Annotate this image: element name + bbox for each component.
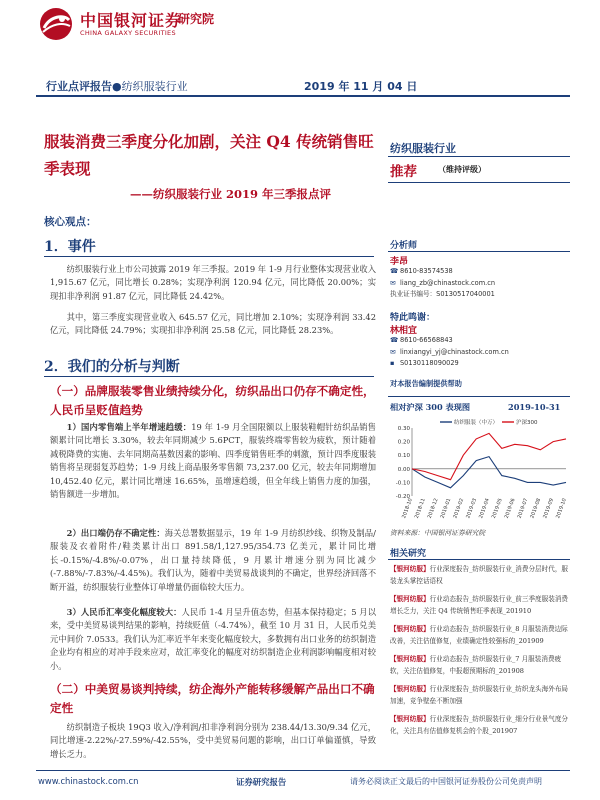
analyst-phone: 8610-83574538 (400, 267, 453, 275)
y-tick-label: 0.00 (397, 466, 410, 473)
sidebar-divider (388, 251, 570, 252)
relative-performance-chart (390, 416, 570, 520)
cert-icon: ▪ (390, 359, 395, 367)
brand-name: 中国银河证券 (80, 11, 183, 30)
y-tick-label: -0.20 (395, 494, 410, 500)
related-research-item[interactable] (390, 624, 570, 647)
sidebar-divider (388, 156, 570, 157)
related-research-text: 行业动态报告_纺织服装行业_7 月服装消费疲软，关注估值修复，中报超预期标的_201908 (390, 655, 562, 675)
sidebar-divider (388, 182, 570, 183)
paragraph-lead: 3）人民币汇率变化幅度较大： (66, 607, 182, 617)
section-heading-analysis: 2．我们的分析与判断 (44, 359, 180, 375)
assistant-email-row (390, 347, 509, 359)
x-tick-label: 2019-10 (555, 497, 568, 520)
y-tick-label: 0.20 (397, 439, 410, 446)
section-heading-event: 1．事件 (44, 239, 96, 255)
analyst-phone-row (390, 266, 495, 278)
sidebar-divider (388, 559, 570, 560)
related-research-text: 行业动态报告_纺织服装行业_8 月服装消费边际改善，关注估值修复，业绩确定性较强标的_201909 (390, 625, 568, 645)
analyst-email-row (390, 278, 495, 290)
chart-title: 相对沪深 300 表现图 (390, 402, 471, 412)
email-icon: ✉ (390, 278, 396, 287)
analyst-name: 李昂 (390, 257, 409, 267)
legend-label: 纺织服装（中万） (454, 420, 499, 426)
assistant-contact (390, 335, 509, 370)
y-tick-label: 0.10 (397, 453, 410, 460)
analysis-paragraph-manufacturing: 纺织制造子板块 19Q3 收入/净利润/扣非净利润分别为 238.44/13.30/9.34 亿元，同比增速-2.22%/-27.59%/-42.55%，受中美贸易问题的影响，出口订单偏谨慎，导致增长乏力。 (50, 722, 376, 759)
event-paragraph-2: 其中，第三季度实现营业收入 645.57 亿元，同比增加 2.10%；实现净利润 33.42 亿元，同比降低 24.79%；实现扣非净利润 25.58 亿元，同比降低 28.23%。 (50, 312, 376, 336)
contribution-note: 对本报告编制提供帮助 (390, 379, 462, 388)
footer-website[interactable]: www.chinastock.com.cn (38, 776, 139, 786)
analysis-paragraph-fx (50, 606, 376, 673)
analyst-contact (390, 266, 495, 301)
email-icon: ✉ (390, 347, 396, 356)
rating-value: 推荐 (390, 164, 417, 180)
x-tick-label: 2019-08 (529, 497, 543, 520)
core-views-label: 核心观点： (44, 216, 97, 228)
related-research-tag: 【银河纺服】 (390, 655, 430, 663)
related-research-tag: 【银河纺服】 (390, 685, 430, 693)
chart-source: 资料来源：中国银河证券研究院 (390, 529, 486, 537)
x-tick-label: 2019-05 (490, 497, 504, 520)
x-tick-label: 2019-07 (516, 497, 530, 520)
related-research-text: 行业深度报告_纺织服装行业_纺织龙头海外布局加速，竞争壁垒不断加强 (390, 685, 569, 705)
legend-label: 沪深300 (516, 420, 538, 426)
assistant-phone-row (390, 335, 509, 347)
event-paragraph-1: 纺织服装行业上市公司披露 2019 年三季报。2019 年 1-9 月行业整体实现营业收入 1,915.67 亿元，同比增长 0.28%；实现净利润 120.94 亿元，同比降低 20.00%；实现扣非净利润 91.87 亿元，同比降低 24.42%。 (50, 264, 376, 301)
paragraph-lead: 2）出口端仍存不确定性： (66, 528, 165, 538)
related-research-item[interactable] (390, 684, 570, 707)
chart-date: 2019-10-31 (508, 402, 561, 412)
analyst-email[interactable]: liang_zb@chinastock.com.cn (400, 278, 496, 287)
header-divider (36, 95, 570, 97)
report-category (46, 78, 188, 94)
related-research-item[interactable] (390, 564, 570, 587)
related-research-tag: 【银河纺服】 (390, 565, 430, 573)
related-research-tag: 【银河纺服】 (390, 625, 430, 633)
footer-divider (36, 770, 570, 771)
x-tick-label: 2019-01 (439, 497, 453, 520)
report-subtitle: ——纺织服装行业 2019 年三季报点评 (130, 187, 332, 201)
paragraph-body: 人民币 1-4 月呈升值态势，但基本保持稳定；5 月以来，受中美贸易谈判结果的影响，持续贬值（-4.74%），截至 10 月 31 日，人民币兑美元中间价 7.0533。我们认为汇率近半年来变化幅度较大，多数拥有出口业务的纺织制造企业均有相应的对冲手段来应对，故汇率变化的幅度对纺织制造企业利润影响幅度相对较小。 (50, 607, 376, 671)
x-tick-label: 2018-11 (413, 497, 427, 520)
analyst-label: 分析师 (390, 241, 418, 251)
phone-icon: ☎ (390, 336, 399, 344)
sidebar-industry: 纺织服装行业 (390, 142, 456, 155)
analyst-cert: 执业证书编号：S0130517040001 (390, 290, 495, 298)
paragraph-lead: 1）国内零售端上半年增速趋缓： (66, 422, 192, 432)
assistant-label: 特此鸣谢： (390, 313, 436, 323)
report-type: 行业点评报告 (46, 80, 112, 93)
subheading-trade-talks: （二）中美贸易谈判持续，纺企海外产能转移缓解产品出口不确定性 (50, 682, 375, 715)
related-research-text: 行业动态报告_纺织服装行业_前三季度服装消费增长乏力，关注 Q4 传统销售旺季表现_201910 (390, 595, 569, 615)
paragraph-body: 海关总署数据显示，19 年 1-9 月纺织纱线、织物及制品/服装及衣着附件/鞋类累计出口 891.58/1,127.95/354.73 亿美元，累计同比增长-0.15%/-4.8%/-0.07%，出口量持续降低，9 月累计增速分别为同比减少 (-7.88%/-7.83%/-4.45%)。我们认为，随着中美贸易战谈判的不确定，世界经济回落不断开溢，纺织服装行业整体订单增量仍面临较大压力。 (50, 528, 376, 592)
x-tick-label: 2019-03 (465, 497, 479, 520)
related-research-item[interactable] (390, 654, 570, 677)
related-research-tag: 【银河纺服】 (390, 715, 430, 723)
brand-institute: 研究院 (178, 12, 215, 26)
subheading-retail-divergence: （一）品牌服装零售业绩持续分化，纺织品出口仍存不确定性，人民币呈贬值趋势 (50, 384, 375, 417)
report-industry: 纺织服装行业 (121, 80, 188, 93)
bullet-icon: ● (112, 80, 122, 93)
report-date: 2019 年 11 月 04 日 (304, 80, 418, 93)
x-tick-label: 2019-06 (503, 497, 517, 520)
analysis-paragraph-retail (50, 421, 376, 501)
series-line (412, 457, 566, 488)
phone-icon: ☎ (390, 267, 399, 275)
y-tick-label: -0.10 (395, 480, 410, 487)
sidebar-divider (388, 396, 570, 397)
related-research-text: 行业深度报告_纺织服装行业_细分行业景气度分化，关注具有估值修复机会的个股_201907 (390, 715, 569, 735)
assistant-phone: 8610-66568843 (400, 336, 453, 344)
related-research-item[interactable] (390, 714, 570, 737)
related-research-tag: 【银河纺服】 (390, 595, 430, 603)
paragraph-body: 19 年 1-9 月全国限额以上服装鞋帽针纺织品销售额累计同比增长 3.30%，较去年同期减少 5.6PCT，服装终端零售较为疲软，预计随着减税降费的实施、去年同期高基数因素的影响、四季度销售旺季的刺激，预计四季度服装销售将呈现弱复苏趋势；1-9 月线上商品服务零售额 73,237.00 亿元，较去年同期增加 10,452.40 亿元，累计同比增速 16.65%，虽增速趋缓，但全年线上销售力度的加强，销售额进一步增加。 (50, 422, 376, 500)
related-research-item[interactable] (390, 594, 570, 617)
x-tick-label: 2018-10 (401, 497, 414, 520)
x-tick-label: 2018-12 (426, 497, 440, 520)
y-tick-label: 0.30 (397, 426, 410, 432)
galaxy-logo-icon (38, 6, 74, 42)
assistant-cert-row (390, 358, 509, 370)
x-tick-label: 2019-04 (478, 497, 491, 520)
assistant-cert: S0130118090029 (400, 359, 459, 367)
brand-english: CHINA GALAXY SECURITIES (80, 29, 176, 37)
footer-disclaimer: 请务必阅读正文最后的中国银河证券股份公司免责声明 (350, 777, 542, 786)
related-research-label: 相关研究 (390, 549, 427, 559)
report-title: 服装消费三季度分化加剧，关注 Q4 传统销售旺季表现 (44, 132, 374, 178)
related-research-text: 行业深度报告_纺织服装行业_消费分层时代，服装龙头掌控话语权 (390, 565, 569, 585)
rating-note: （维持评级） (438, 164, 486, 174)
x-tick-label: 2019-02 (452, 497, 466, 520)
analysis-paragraph-export (50, 527, 376, 594)
assistant-email[interactable]: linxiangyi_yj@chinastock.com.cn (400, 347, 509, 356)
section-divider (44, 376, 374, 377)
assistant-name: 林相宜 (390, 326, 418, 336)
x-tick-label: 2019-09 (542, 497, 556, 520)
footer-center: 证券研究报告 (236, 777, 287, 787)
section-divider (44, 256, 374, 257)
